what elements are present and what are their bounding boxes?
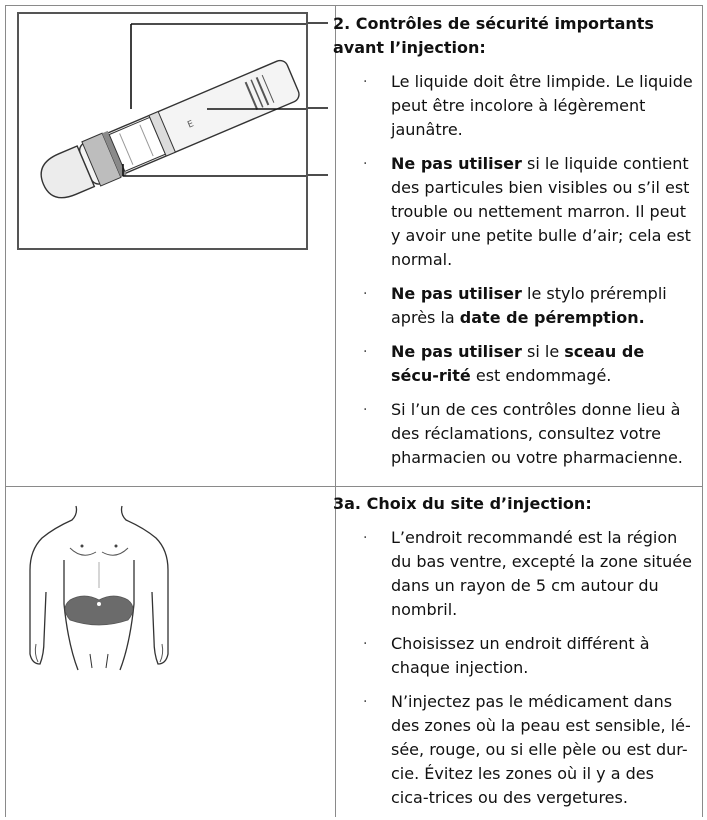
list-item — [333, 398, 695, 470]
injection-site-list — [333, 526, 695, 810]
bullet-icon: · — [363, 74, 368, 90]
list-item — [333, 526, 695, 622]
bullet-icon: · — [363, 286, 368, 302]
prefilled-pen-icon — [19, 14, 306, 248]
pen-figure-frame — [17, 12, 308, 250]
item-bold-text: Ne pas utiliser — [391, 284, 522, 303]
bullet-icon: · — [363, 344, 368, 360]
item-text: le stylo prérempli après la — [391, 284, 667, 327]
item-text: si le — [521, 342, 565, 361]
list-item — [333, 152, 695, 272]
item-bold-text: date de péremption. — [459, 308, 645, 327]
bullet-icon: · — [363, 156, 368, 172]
list-item — [333, 282, 695, 330]
bullet-icon: · — [363, 694, 368, 710]
item-bold-text: sceau de sécu-rité — [391, 342, 645, 385]
section-safety-checks — [333, 12, 695, 480]
item-text: Le liquide doit être limpide. Le liquide peut être incolore à légèrement jaunâtre. — [391, 72, 693, 139]
item-text: Choisissez un endroit différent à chaque injection. — [391, 634, 650, 677]
section-injection-site — [333, 492, 695, 820]
item-text: N’injectez pas le médicament dans des zones où la peau est sensible, lé-sée, rouge, ou si elle pèle ou est dur-cie. Évitez les zones où il y a des cica-trices ou des vergetures. — [391, 692, 691, 807]
item-text: Si l’un de ces contrôles donne lieu à des réclamations, consultez votre pharmacien ou votre pharmacienne. — [391, 400, 683, 467]
callout-extension — [308, 20, 328, 180]
bullet-icon: · — [363, 402, 368, 418]
section-heading: 2. Contrôles de sécurité importants avant l’injection: — [333, 14, 654, 57]
item-bold-text: Ne pas utiliser — [391, 342, 522, 361]
list-item — [333, 632, 695, 680]
item-text: L’endroit recommandé est la région du bas ventre, excepté la zone située dans un rayon de 5 cm autour du nombril. — [391, 528, 692, 619]
list-item — [333, 690, 695, 810]
bullet-icon: · — [363, 636, 368, 652]
torso-injection-site-icon — [24, 504, 174, 674]
svg-text:E: E — [186, 119, 196, 131]
item-text: si le liquide contient des particules bien visibles ou s’il est trouble ou nettement marron. Il peut y avoir une petite bulle d’air; cela est normal. — [391, 154, 691, 269]
section-heading: 3a. Choix du site d’injection: — [333, 494, 592, 513]
list-item — [333, 70, 695, 142]
bullet-icon: · — [363, 530, 368, 546]
row-divider — [6, 486, 702, 487]
item-text: est endommagé. — [470, 366, 612, 385]
safety-checks-list — [333, 70, 695, 470]
item-bold-text: Ne pas utiliser — [391, 154, 522, 173]
list-item — [333, 340, 695, 388]
